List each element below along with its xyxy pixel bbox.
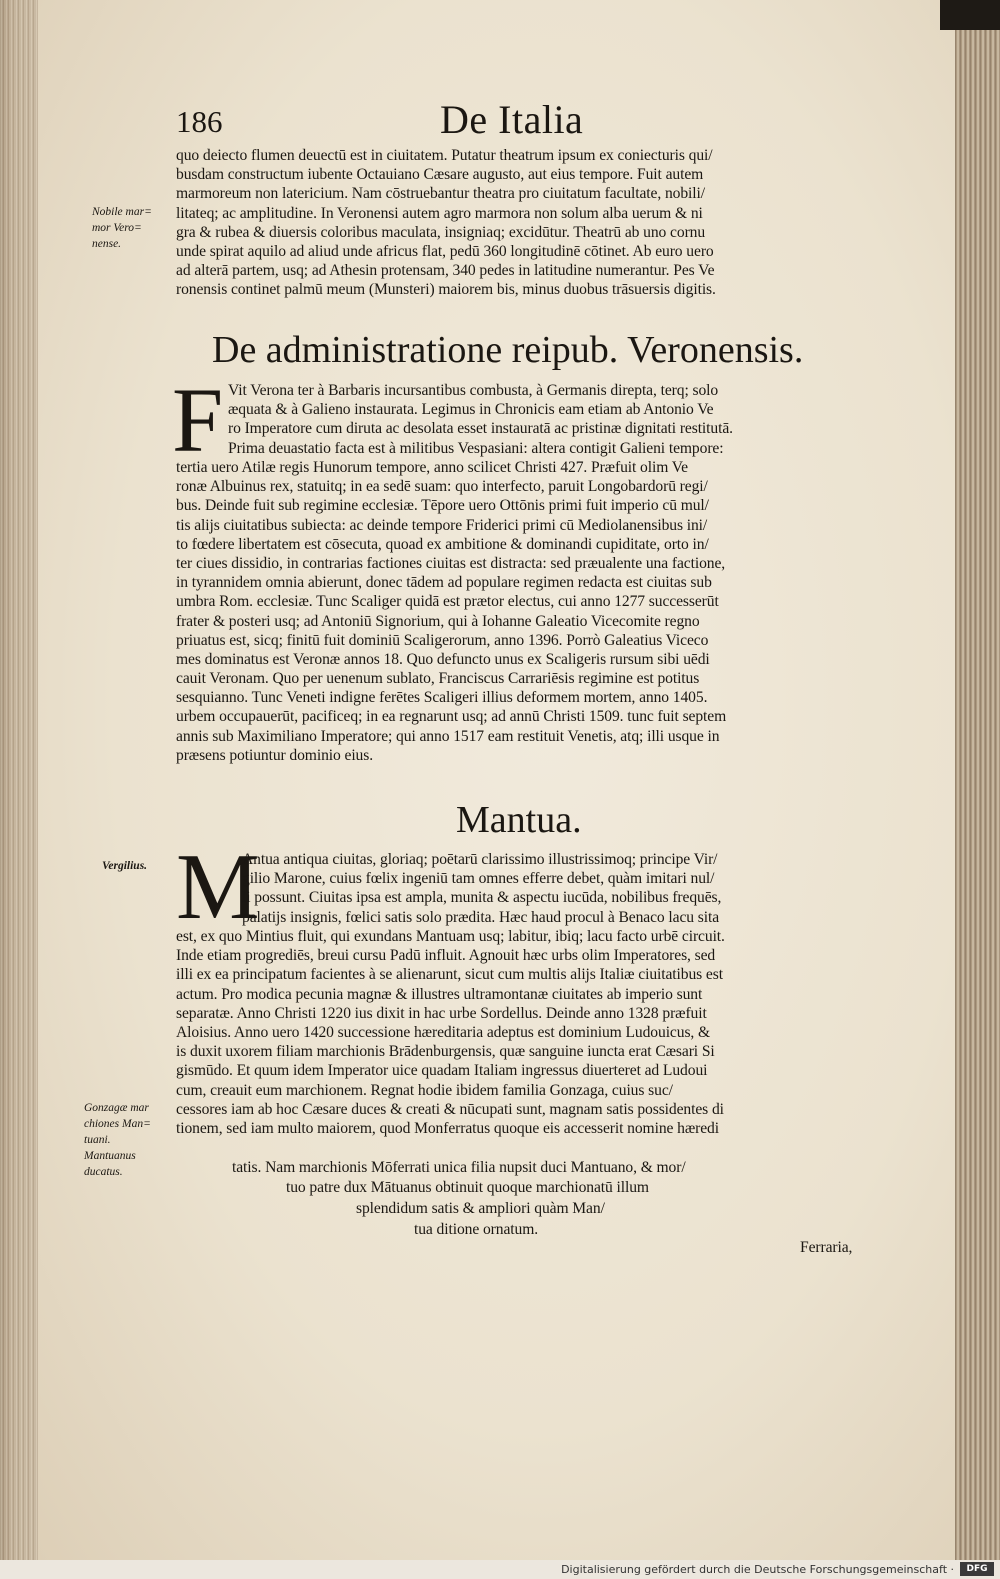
page-stack-right [955, 0, 1000, 1579]
paragraph-mantua-taper-4 [414, 1220, 538, 1239]
text-line: splendidum satis & ampliori quàm Man/ [356, 1200, 605, 1217]
margin-note-line: tuani. [84, 1134, 111, 1146]
text-line: bus. Deinde fuit sub regimine ecclesiæ. Tēpore uero Ottōnis primi fuit imperio cū mul/ [176, 497, 709, 515]
paragraph-mantua [176, 927, 725, 1138]
text-line: priuatus est, sicq; finitū fuit dominiū Scaligerorum, anno 1396. Porrò Galeatius Viceco [176, 631, 709, 649]
text-line: separatæ. Anno Christi 1220 ius dixit in hac urbe Sordellus. Deinde anno 1328 præfuit [176, 1004, 707, 1022]
running-title: De Italia [440, 97, 584, 142]
text-line: gra & rubea & diuersis coloribus maculata, insigniaq; excidūtur. Theatrū ab uno cornu [176, 223, 706, 241]
margin-note-line: Gonzagæ mar [84, 1102, 149, 1114]
paragraph-theatre [176, 146, 716, 300]
section-heading-mantua: Mantua. [456, 799, 582, 841]
text-line: Prima deuastatio facta est à militibus Vespasiani: altera contigit Galieni tempore: [228, 439, 724, 457]
text-line: est, ex quo Mintius fluit, qui exundans Mantuam usq; labitur, ibiq; lacu facto urbē circuit. [176, 928, 725, 945]
text-line: unde spirat aquilo ad aliud unde africus flat, pedū 360 longitudinē cōtinet. Ab euro uero [176, 242, 714, 260]
text-line: gismūdo. Et quum idem Imperator uice quadam Italiam ingressus diuerteret ad Ludoui [176, 1062, 708, 1080]
dfg-credit: Digitalisierung gefördert durch die Deutsche Forschungsgemeinschaft · [561, 1563, 954, 1576]
text-line: tua ditione ornatum. [414, 1221, 539, 1238]
paragraph-mantua-taper-1 [232, 1158, 686, 1177]
paragraph-mantua-indented [242, 850, 721, 927]
text-line: tis alijs ciuitatibus subiecta: ac deinde tempore Friderici primi cū Mediolanensibus ini/ [176, 516, 708, 534]
text-line: marmoreum non latericium. Nam cōstruebantur theatra pro ciuitatum facultate, nobili/ [176, 185, 705, 203]
text-line: Aloisius. Anno uero 1420 successione hæreditaria adeptus est dominium Ludouicus, & [176, 1023, 711, 1041]
text-line: to fœdere libertatem est cōsecuta, quoad ex ambitione & dominandi cupiditate, orto in/ [176, 535, 709, 553]
text-line: Inde etiam progrediēs, breui cursu Padū influit. Agnouit hæc urbs olim Imperatores, sed [176, 947, 716, 965]
margin-note-line: chiones Man= [84, 1118, 151, 1130]
page-number: 186 [176, 104, 223, 139]
dfg-logo: DFG [960, 1562, 994, 1576]
page-stack-left [0, 0, 38, 1579]
text-line: ter ciues dissidio, in contrarias factiones ciuitas est distracta: sed præualente una factione, [176, 554, 726, 572]
margin-note-line: Mantuanus [84, 1150, 136, 1162]
text-line: æquata & à Galieno instaurata. Legimus in Chronicis eam etiam ab Antonio Ve [228, 401, 714, 419]
paragraph-mantua-taper-2 [286, 1178, 649, 1197]
catchword: Ferraria, [800, 1239, 853, 1256]
text-line: is duxit uxorem filiam marchionis Brādenburgensis, quæ sanguine iuncta erat Cæsari Si [176, 1043, 715, 1061]
text-line: præsens potiuntur dominio eius. [176, 746, 374, 764]
margin-note-line: ducatus. [84, 1166, 123, 1178]
paragraph-administration-indented [228, 381, 733, 458]
text-line: ronensis continet palmū meum (Munsteri) maiorem bis, minus duobus trāsuersis digitis. [176, 281, 716, 299]
drop-cap-m: M [176, 835, 260, 939]
text-line: ronæ Albuinus rex, statuitq; in ea sedē suam: quo interfecto, paruit Longobardorū regi/ [176, 478, 708, 496]
text-line: frater & posteri usq; ad Antoniū Signorium, qui à Iohanne Galeatio Vicecomite regno [176, 612, 700, 630]
text-line: in tyrannidem omnia abierunt, donec tādem ad populare regimen redacta est ciuitas sub [176, 574, 712, 592]
text-line: tuo patre dux Mātuanus obtinuit quoque marchionatū illum [286, 1179, 649, 1196]
text-line: ad alterā partem, usq; ad Athesin protensam, 340 pedes in latitudine numerantur. Pes Ve [176, 262, 715, 280]
text-line: tionem, sed iam multo maiorem, quod Monferratus quoque eis accesserit nomine hæredi [176, 1119, 719, 1137]
text-line: tertia uero Atilæ regis Hunorum tempore, anno scilicet Christi 427. Præfuit olim Ve [176, 459, 688, 476]
text-line: busdam constructum iubente Octauiano Cæsare augusto, aut eius tempore. Fuit autem [176, 166, 704, 184]
text-line: Vit Verona ter à Barbaris incursantibus combusta, à Germanis direpta, terq; solo [228, 382, 719, 399]
text-line: tatis. Nam marchionis Mōferrati unica filia nupsit duci Mantuano, & mor/ [232, 1159, 686, 1176]
text-line: Antua antiqua ciuitas, gloriaq; poētarū clarissimo illustrissimoq; principe Vir/ [242, 851, 718, 868]
paragraph-mantua-taper-3 [356, 1199, 605, 1218]
text-line: ro Imperatore cum diruta ac desolata esset instauratā ac pristinæ dignitati restitutā. [228, 420, 733, 438]
text-line: li possunt. Ciuitas ipsa est ampla, munita & aspectu iucūda, nobilibus frequēs, [242, 889, 722, 907]
paragraph-administration [176, 458, 726, 765]
text-line: actum. Pro modica pecunia magnæ & illustres ultramontanæ ciuitates ab imperio sunt [176, 985, 703, 1003]
margin-note-line: Nobile mar= [92, 206, 152, 218]
text-line: cauit Veronam. Quo per uenenum sublato, Franciscus Carrariēsis regimine est potitus [176, 670, 700, 688]
text-line: illi ex ea principatum facientes à se alienarunt, sicut cum multis alijs Italiæ ciuitatibus est [176, 966, 723, 984]
margin-note-gonzaga [84, 1100, 151, 1180]
text-line: cum, creauit eum marchionem. Regnat hodie ibidem familia Gonzaga, cuius suc/ [176, 1081, 673, 1099]
text-line: sesquianno. Tunc Veneti indigne ferētes Scaligeri illius deformem mortem, anno 1405. [176, 689, 708, 707]
text-line: annis sub Maximiliano Imperatore; qui anno 1517 eam restituit Venetis, atq; illi usque in [176, 727, 720, 745]
text-line: quo deiecto flumen deuectū est in ciuitatem. Putatur theatrum ipsum ex coniecturis qui/ [176, 147, 713, 164]
text-line: gilio Marone, cuius fœlix ingeniū tam omnes efferre debet, quàm imitari nul/ [242, 870, 715, 888]
margin-note-line: mor Vero= [92, 222, 142, 234]
text-line: umbra Rom. ecclesiæ. Tunc Scaliger quidā est prætor electus, cui anno 1277 successerūt [176, 593, 719, 611]
text-line: mes dominatus est Veronæ annos 18. Quo defuncto unus ex Scaligeris rursum sibi uēdi [176, 650, 710, 668]
text-line: palatijs insignis, fœlici satis solo prædita. Hæc haud procul à Benaco lacu sita [242, 908, 720, 926]
margin-note-marble [92, 204, 152, 252]
scan-corner [940, 0, 1000, 30]
text-line: litateq; ac amplitudine. In Veronensi autem agro marmora non solum alba uerum & ni [176, 204, 703, 222]
drop-cap-f: F [172, 369, 224, 471]
section-heading-administration: De administratione reipub. Veronensis. [212, 329, 804, 371]
margin-note-line: nense. [92, 238, 122, 250]
margin-note-line: Vergilius. [102, 860, 148, 872]
margin-note-vergilius [102, 858, 147, 874]
text-line: urbem occupauerūt, pacificeq; in ea regnarunt usq; ad annū Christi 1509. tunc fuit septem [176, 708, 727, 726]
text-line: cessores iam ab hoc Cæsare duces & creati & nūcupati sunt, magnam satis possidentes di [176, 1100, 724, 1118]
